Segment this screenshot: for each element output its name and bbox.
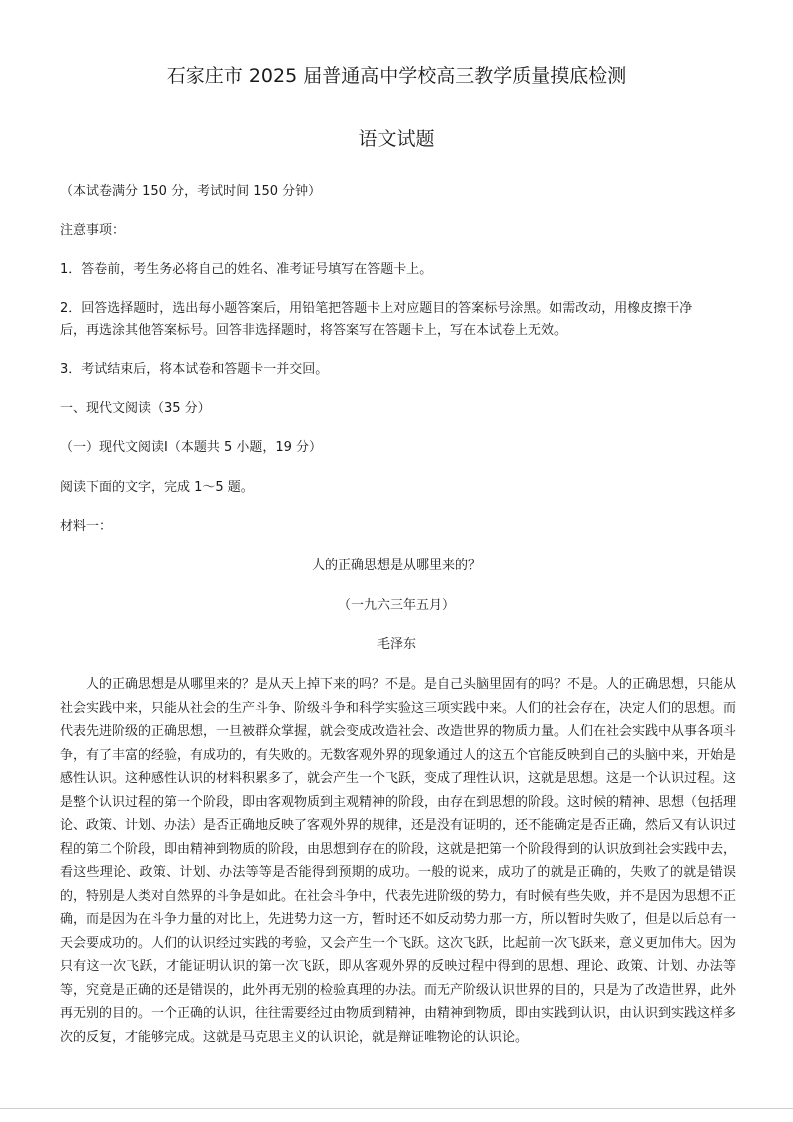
page-bottom-divider <box>0 1108 793 1109</box>
notice-item-1: 1．答卷前，考生务必将自己的姓名、准考证号填写在答题卡上。 <box>60 262 433 277</box>
page-subtitle: 语文试题 <box>358 128 435 150</box>
notice-item-2-line-1: 2．回答选择题时，选出每小题答案后，用铅笔把答题卡上对应题目的答案标号涂黑。如需改动，用橡皮擦干净 <box>60 301 693 316</box>
section-heading: 一、现代文阅读（35 分） <box>60 401 211 416</box>
section-instruction: 阅读下面的文字，完成 1～5 题。 <box>60 480 254 495</box>
page-title: 石家庄市 2025 届普通高中学校高三教学质量摸底检测 <box>166 65 627 87</box>
notice-heading: 注意事项： <box>60 223 126 238</box>
material-label: 材料一： <box>60 519 113 534</box>
notice-item-3: 3．考试结束后，将本试卷和答题卡一并交回。 <box>60 362 329 377</box>
article-body: 人的正确思想是从哪里来的？是从天上掉下来的吗？不是。是自己头脑里固有的吗？不是。人的正确思想，只能从社会实践中来，只能从社会的生产斗争、阶级斗争和科学实验这三项实践中来。人们的社会存在，决定人们的思想。而代表先进阶级的正确思想，一旦被群众掌握，就会变成改造社会、改造世界的物质力量。人们在社会实践中从事各项斗争，有了丰富的经验，有成功的，有失败的。无数客观外界的现象通过人的这五个官能反映到自己的头脑中来，开始是感性认识。这种感性认识的材料积累多了，就会产生一个飞跃，变成了理性认识，这就是思想。这是一个认识过程。这是整个认识过程的第一个阶段，即由客观物质到主观精神的阶段，由存在到思想的阶段。这时候的精神、思想（包括理论、政策、计划、办法）是否正确地反映了客观外界的规律，还是没有证明的，还不能确定是否正确，然后又有认识过程的第二个阶段，即由精神到物质的阶段，由思想到存在的阶段，这就是把第一个阶段得到的认识放到社会实践中去，看这些理论、政策、计划、办法等等是否能得到预期的成功。一般的说来，成功了的就是正确的，失败了的就是错误的，特别是人类对自然界的斗争是如此。在社会斗争中，代表先进阶级的势力，有时候有些失败，并不是因为思想不正确，而是因为在斗争力量的对比上，先进势力这一方，暂时还不如反动势力那一方，所以暂时失败了，但是以后总有一天会要成功的。人们的认识经过实践的考验，又会产生一个飞跃。这次飞跃，比起前一次飞跃来，意义更加伟大。因为只有这一次飞跃，才能证明认识的第一次飞跃，即从客观外界的反映过程中得到的思想、理论、政策、计划、办法等等，究竟是正确的还是错误的，此外再无别的检验真理的办法。而无产阶级认识世界的目的，只是为了改造世界，此外再无别的目的。一个正确的认识，往往需要经过由物质到精神，由精神到物质，即由实践到认识，由认识到实践这样多次的反复，才能够完成。这就是马克思主义的认识论，就是辩证唯物论的认识论。 <box>60 677 737 1045</box>
article-date: （一九六三年五月） <box>337 598 455 613</box>
exam-info: （本试卷满分 150 分，考试时间 150 分钟） <box>60 184 322 199</box>
article-title: 人的正确思想是从哪里来的？ <box>311 558 481 573</box>
section-subheading: （一）现代文阅读Ⅰ（本题共 5 小题，19 分） <box>60 440 323 455</box>
article-author: 毛泽东 <box>376 637 416 652</box>
notice-item-2-line-2: 后，再选涂其他答案标号。回答非选择题时，将答案写在答题卡上，写在本试卷上无效。 <box>60 323 568 338</box>
